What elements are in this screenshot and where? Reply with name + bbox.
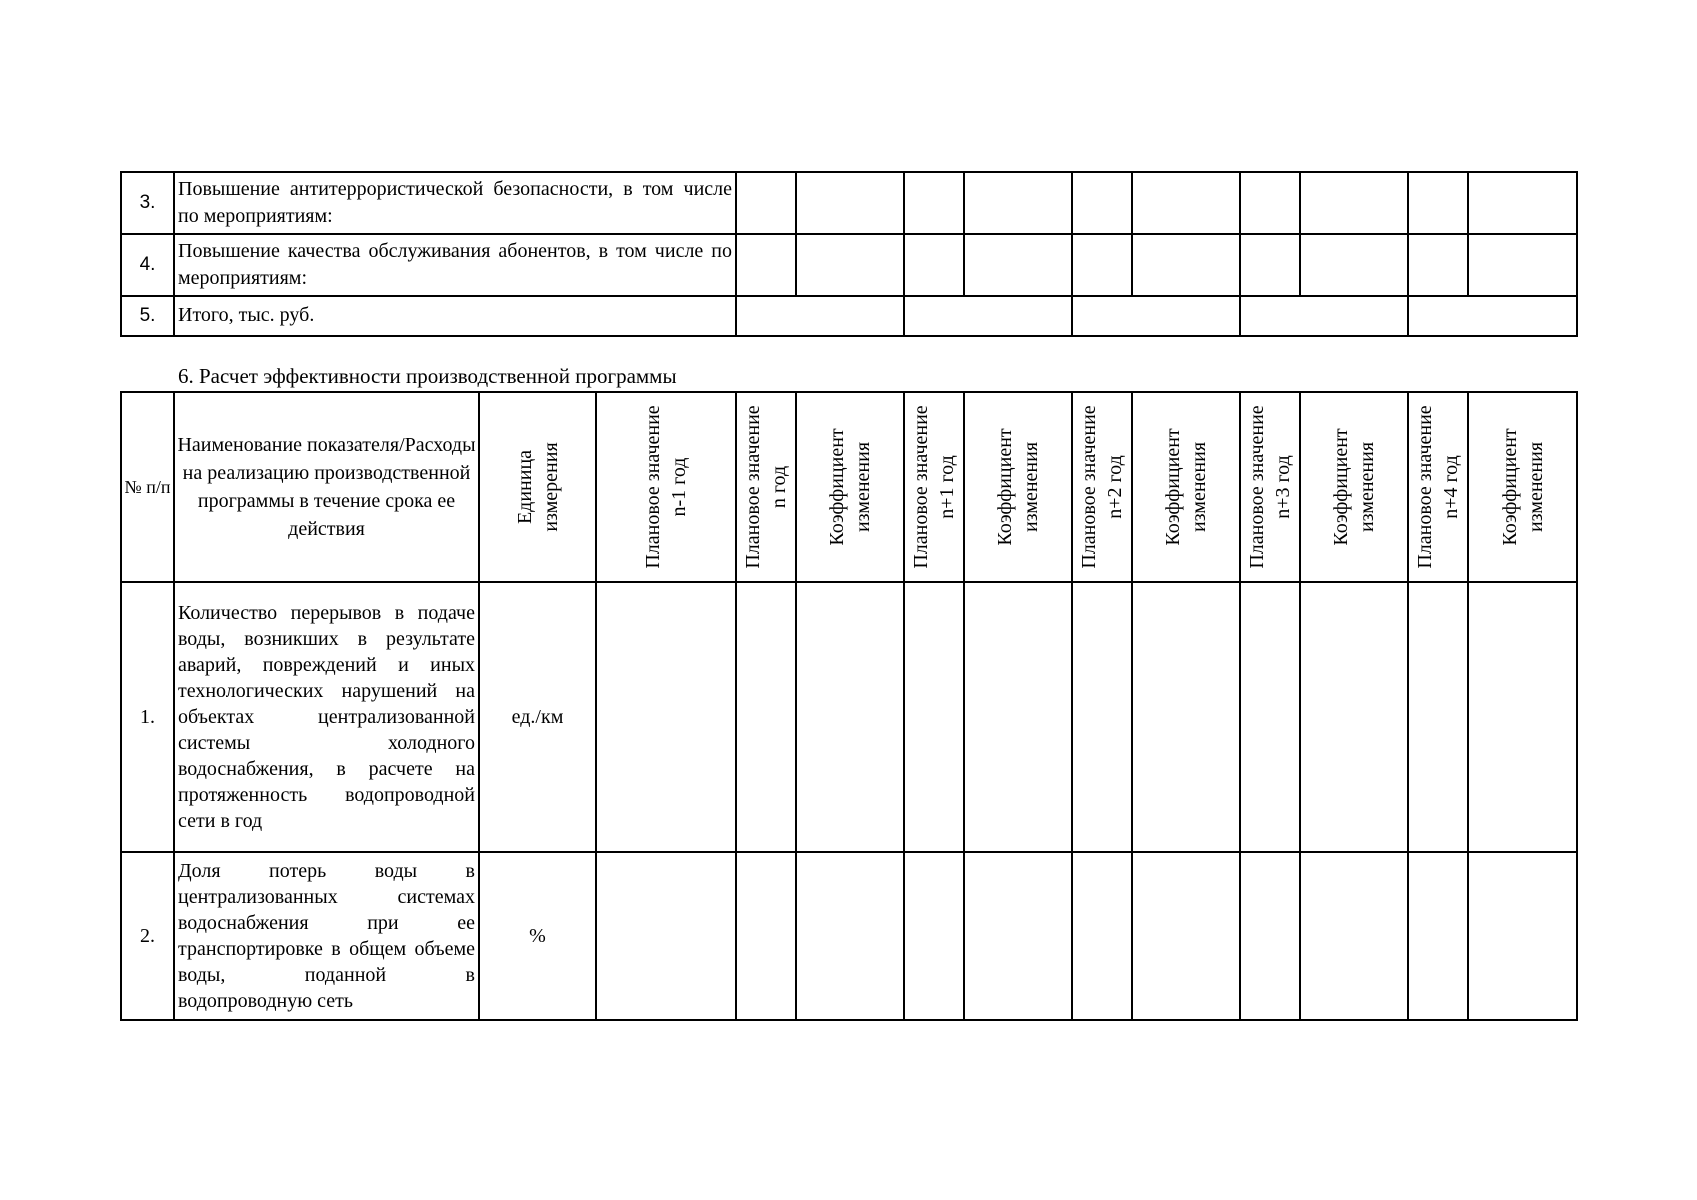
row-number: 4. bbox=[121, 234, 174, 296]
text-line: объектах централизованной bbox=[178, 706, 475, 728]
row-text bbox=[174, 582, 479, 852]
header-line: Плановое значение bbox=[742, 405, 764, 569]
cell bbox=[964, 582, 1072, 852]
header-line: Плановое значение bbox=[642, 405, 664, 569]
cell bbox=[1408, 172, 1468, 234]
text-line: водоснабжения, в расчете на bbox=[178, 758, 475, 780]
header-coef-n4 bbox=[1468, 392, 1577, 582]
cell bbox=[904, 234, 964, 296]
header-plan-prev bbox=[596, 392, 736, 582]
header-num: № п/п bbox=[121, 392, 174, 582]
header-line: Плановое значение bbox=[1078, 405, 1100, 569]
cell bbox=[1072, 582, 1132, 852]
row-text: Итого, тыс. руб. bbox=[174, 296, 736, 336]
row-text bbox=[174, 852, 479, 1020]
cell bbox=[736, 296, 904, 336]
cell bbox=[736, 852, 796, 1020]
cell bbox=[1240, 296, 1408, 336]
header-unit bbox=[479, 392, 596, 582]
header-line: n+3 год bbox=[1272, 455, 1294, 519]
cell bbox=[1408, 852, 1468, 1020]
header-plan-n3 bbox=[1240, 392, 1300, 582]
cell bbox=[1240, 582, 1300, 852]
text-line: Количество перерывов в подаче bbox=[178, 602, 475, 624]
cell bbox=[1132, 582, 1240, 852]
cell bbox=[964, 234, 1072, 296]
cell bbox=[1468, 582, 1577, 852]
text-line: протяженность водопроводной bbox=[178, 784, 475, 806]
cell bbox=[796, 852, 904, 1020]
cell bbox=[736, 172, 796, 234]
cell bbox=[1240, 234, 1300, 296]
header-line: n-1 год bbox=[668, 457, 690, 517]
cell bbox=[1408, 296, 1577, 336]
header-line: Коэффициент bbox=[826, 428, 848, 546]
header-line: Коэффициент bbox=[994, 428, 1016, 546]
header-line: Плановое значение bbox=[1414, 405, 1436, 569]
top-table bbox=[120, 171, 1578, 337]
header-coef-n2 bbox=[1132, 392, 1240, 582]
cell bbox=[796, 172, 904, 234]
cell bbox=[796, 234, 904, 296]
header-line: изменения bbox=[852, 441, 874, 533]
row-number: 1. bbox=[121, 582, 174, 852]
cell bbox=[1300, 172, 1408, 234]
header-line: n+4 год bbox=[1440, 455, 1462, 519]
row-unit: ед./км bbox=[479, 582, 596, 852]
cell bbox=[736, 582, 796, 852]
header-plan-n bbox=[736, 392, 796, 582]
header-unit-line1: Единица bbox=[513, 449, 536, 525]
cell bbox=[1072, 234, 1132, 296]
row-text: Повышение качества обслуживания абонентов, в том числе по мероприятиям: bbox=[174, 234, 736, 296]
header-line: изменения bbox=[1524, 441, 1547, 533]
header-line: Плановое значение bbox=[1246, 405, 1268, 569]
cell bbox=[1468, 234, 1577, 296]
cell bbox=[1408, 582, 1468, 852]
header-plan-n1 bbox=[904, 392, 964, 582]
cell bbox=[796, 582, 904, 852]
cell bbox=[1300, 582, 1408, 852]
section-title: 6. Расчет эффективности производственной программы bbox=[178, 364, 677, 388]
cell bbox=[904, 852, 964, 1020]
header-line: Коэффициент bbox=[1498, 428, 1521, 546]
cell bbox=[1468, 172, 1577, 234]
text-line: сети в год bbox=[178, 810, 263, 832]
table-row bbox=[121, 852, 1577, 1020]
cell bbox=[964, 852, 1072, 1020]
table-row bbox=[121, 582, 1577, 852]
cell bbox=[736, 234, 796, 296]
cell bbox=[1240, 852, 1300, 1020]
cell bbox=[964, 172, 1072, 234]
header-plan-n2 bbox=[1072, 392, 1132, 582]
header-line: Коэффициент bbox=[1330, 428, 1352, 546]
cell bbox=[1300, 852, 1408, 1020]
cell bbox=[1132, 172, 1240, 234]
header-name: Наименование показателя/Расходы на реализацию производственной программы в течение срока ее действия bbox=[174, 392, 479, 582]
cell bbox=[596, 582, 736, 852]
header-plan-n4 bbox=[1408, 392, 1468, 582]
text-line: воды, поданной в bbox=[178, 964, 475, 986]
cell bbox=[1132, 852, 1240, 1020]
cell bbox=[1072, 852, 1132, 1020]
row-number: 5. bbox=[121, 296, 174, 336]
header-line: Плановое значение bbox=[910, 405, 932, 569]
cell bbox=[1300, 234, 1408, 296]
header-coef-n3 bbox=[1300, 392, 1408, 582]
header-coef-n bbox=[796, 392, 904, 582]
row-unit: % bbox=[479, 852, 596, 1020]
header-row bbox=[121, 392, 1577, 582]
cell bbox=[1132, 234, 1240, 296]
cell bbox=[1408, 234, 1468, 296]
text-line: технологических нарушений на bbox=[178, 680, 475, 702]
header-coef-n1 bbox=[964, 392, 1072, 582]
cell bbox=[596, 852, 736, 1020]
text-line: аварий, повреждений и иных bbox=[178, 654, 475, 676]
cell bbox=[904, 582, 964, 852]
header-line: n год bbox=[768, 465, 790, 509]
efficiency-table bbox=[120, 391, 1578, 1021]
cell bbox=[904, 296, 1072, 336]
text-line: системы холодного bbox=[178, 732, 475, 754]
header-unit-line2: измерения bbox=[539, 442, 562, 532]
text-line: централизованных системах bbox=[178, 886, 475, 908]
text-line: Доля потерь воды в bbox=[178, 860, 475, 882]
row-number: 2. bbox=[121, 852, 174, 1020]
header-line: изменения bbox=[1020, 441, 1042, 533]
row-number: 3. bbox=[121, 172, 174, 234]
row-text: Повышение антитеррористической безопасности, в том числе по мероприятиям: bbox=[174, 172, 736, 234]
cell bbox=[904, 172, 964, 234]
cell bbox=[1072, 172, 1132, 234]
table-row bbox=[121, 234, 1577, 296]
header-line: n+1 год bbox=[936, 455, 958, 519]
header-line: n+2 год bbox=[1104, 455, 1126, 519]
table-row bbox=[121, 296, 1577, 336]
cell bbox=[1240, 172, 1300, 234]
text-line: воды, возникших в результате bbox=[178, 628, 475, 650]
text-line: водоснабжения при ее bbox=[178, 912, 475, 934]
header-line: изменения bbox=[1188, 441, 1210, 533]
cell bbox=[1468, 852, 1577, 1020]
cell bbox=[1072, 296, 1240, 336]
header-line: изменения bbox=[1356, 441, 1378, 533]
text-line: транспортировке в общем объеме bbox=[178, 938, 475, 960]
table-row bbox=[121, 172, 1577, 234]
text-line: водопроводную сеть bbox=[178, 990, 354, 1012]
header-line: Коэффициент bbox=[1162, 428, 1184, 546]
